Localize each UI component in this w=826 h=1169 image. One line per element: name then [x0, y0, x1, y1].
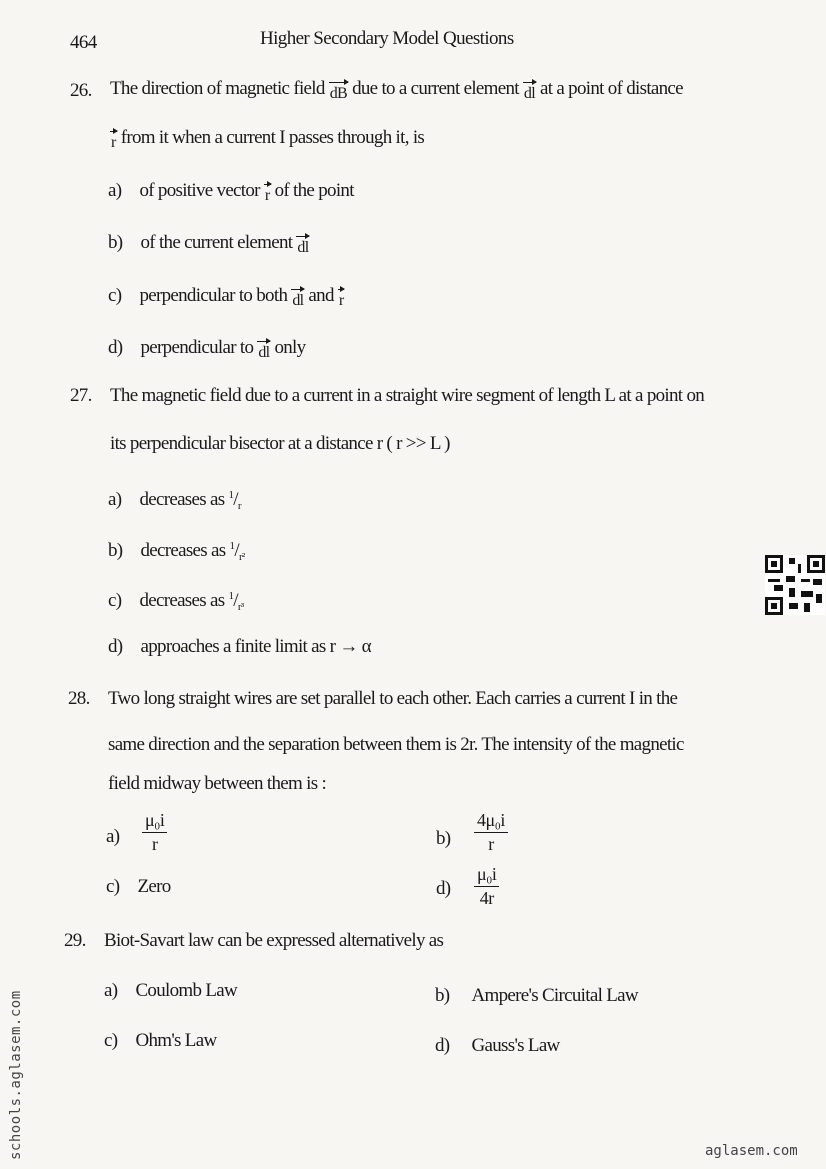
option-a: [104, 980, 237, 1002]
option-letter: d): [108, 337, 123, 358]
fraction-numerator: μ₀i: [474, 864, 499, 887]
option-letter: c): [106, 876, 120, 897]
option-c: [106, 876, 171, 898]
option-b: b) decreases as $^1/_{r^2}$: [108, 540, 245, 563]
question-text: The magnetic field due to a current in a straight wire segment of length L at a point on: [110, 385, 705, 406]
watermark-right: aglasem.com: [705, 1143, 798, 1159]
text: of the current element: [140, 232, 293, 253]
option-b-letter: b): [436, 828, 451, 849]
text: decreases as: [140, 540, 226, 561]
fraction-denominator: r: [151, 834, 158, 854]
question-text: [110, 78, 683, 105]
text: decreases as: [139, 590, 225, 611]
question-text-line2: [110, 127, 424, 154]
fraction-denominator: r³: [237, 601, 244, 613]
fraction-numerator: 1: [228, 489, 234, 501]
vector-dB: dB: [329, 83, 348, 105]
option-b: [435, 985, 638, 1007]
question-text-line3: field midway between them is :: [108, 773, 327, 794]
page-title: Higher Secondary Model Questions: [260, 28, 514, 49]
question-text-line2: same direction and the separation between them is 2r. The intensity of the magnetic: [108, 734, 684, 755]
fraction-denominator: r²: [238, 551, 245, 563]
fraction-denominator: 4r: [479, 888, 494, 908]
text: perpendicular to: [140, 337, 254, 358]
fraction-numerator: 4μ₀i: [474, 810, 508, 833]
text: Ohm's Law: [135, 1030, 217, 1051]
vector-dl: dl: [257, 342, 270, 364]
vector-r: r: [110, 132, 117, 154]
option-letter: b): [108, 540, 123, 561]
question-number: 26.: [70, 80, 92, 101]
text: The direction of magnetic field: [110, 78, 325, 99]
question-number: 29.: [64, 930, 86, 951]
option-letter: b): [435, 985, 450, 1006]
page-number: 464: [70, 32, 97, 53]
option-letter: c): [108, 590, 122, 611]
option-letter: a): [104, 980, 118, 1001]
option-c: [108, 285, 344, 312]
watermark-left: schools.aglasem.com: [8, 990, 24, 1160]
option-c: [104, 1030, 216, 1052]
option-letter: b): [108, 232, 123, 253]
option-letter: c): [104, 1030, 118, 1051]
question-number: 28.: [68, 688, 90, 709]
qr-code-icon: [765, 555, 825, 615]
option-a: [108, 180, 354, 207]
vector-dl: dl: [291, 290, 304, 312]
option-d: [108, 636, 371, 658]
vector-dl: dl: [296, 237, 309, 259]
option-b-fraction: [474, 810, 508, 855]
vector-dl: dl: [523, 83, 536, 105]
option-d-fraction: [474, 864, 499, 909]
option-a-letter: a): [106, 826, 120, 847]
text: only: [274, 337, 306, 358]
option-letter: a): [108, 489, 122, 510]
text: perpendicular to both: [139, 285, 288, 306]
option-letter: c): [108, 285, 122, 306]
vector-r: r: [338, 290, 345, 312]
question-number: 27.: [70, 385, 92, 406]
fraction-numerator: μ₀i: [142, 810, 167, 833]
fraction-denominator: r: [237, 500, 241, 512]
text: Gauss's Law: [471, 1035, 560, 1056]
text: and: [308, 285, 334, 306]
fraction-numerator: 1: [229, 540, 235, 552]
text: of the point: [274, 180, 354, 201]
option-d: [108, 337, 305, 364]
option-b: [108, 232, 309, 259]
option-c: c) decreases as $^1/_{r^3}$: [108, 590, 244, 613]
text: Zero: [137, 876, 171, 897]
vector-r: r: [264, 185, 271, 207]
question-text: Biot-Savart law can be expressed alternatively as: [104, 930, 444, 951]
text: from it when a current I passes through it, is: [120, 127, 425, 148]
text: Ampere's Circuital Law: [471, 985, 638, 1006]
option-letter: a): [108, 180, 122, 201]
option-letter: d): [108, 636, 123, 657]
option-d-letter: d): [436, 878, 451, 899]
text: Coulomb Law: [135, 980, 237, 1001]
question-text: Two long straight wires are set parallel to each other. Each carries a current I in the: [108, 688, 678, 709]
text: due to a current element: [352, 78, 519, 99]
option-a-fraction: [142, 810, 167, 855]
text: approaches a finite limit as r → α: [140, 636, 371, 657]
option-d: [435, 1035, 560, 1057]
text: of positive vector: [139, 180, 260, 201]
question-text-line2: its perpendicular bisector at a distance r ( r >> L ): [110, 433, 450, 454]
option-letter: d): [435, 1035, 450, 1056]
text: at a point of distance: [540, 78, 683, 99]
fraction-denominator: r: [488, 834, 494, 854]
text: decreases as: [139, 489, 225, 510]
fraction-numerator: 1: [228, 590, 234, 602]
option-a: a) decreases as $^1/_r$: [108, 489, 241, 512]
